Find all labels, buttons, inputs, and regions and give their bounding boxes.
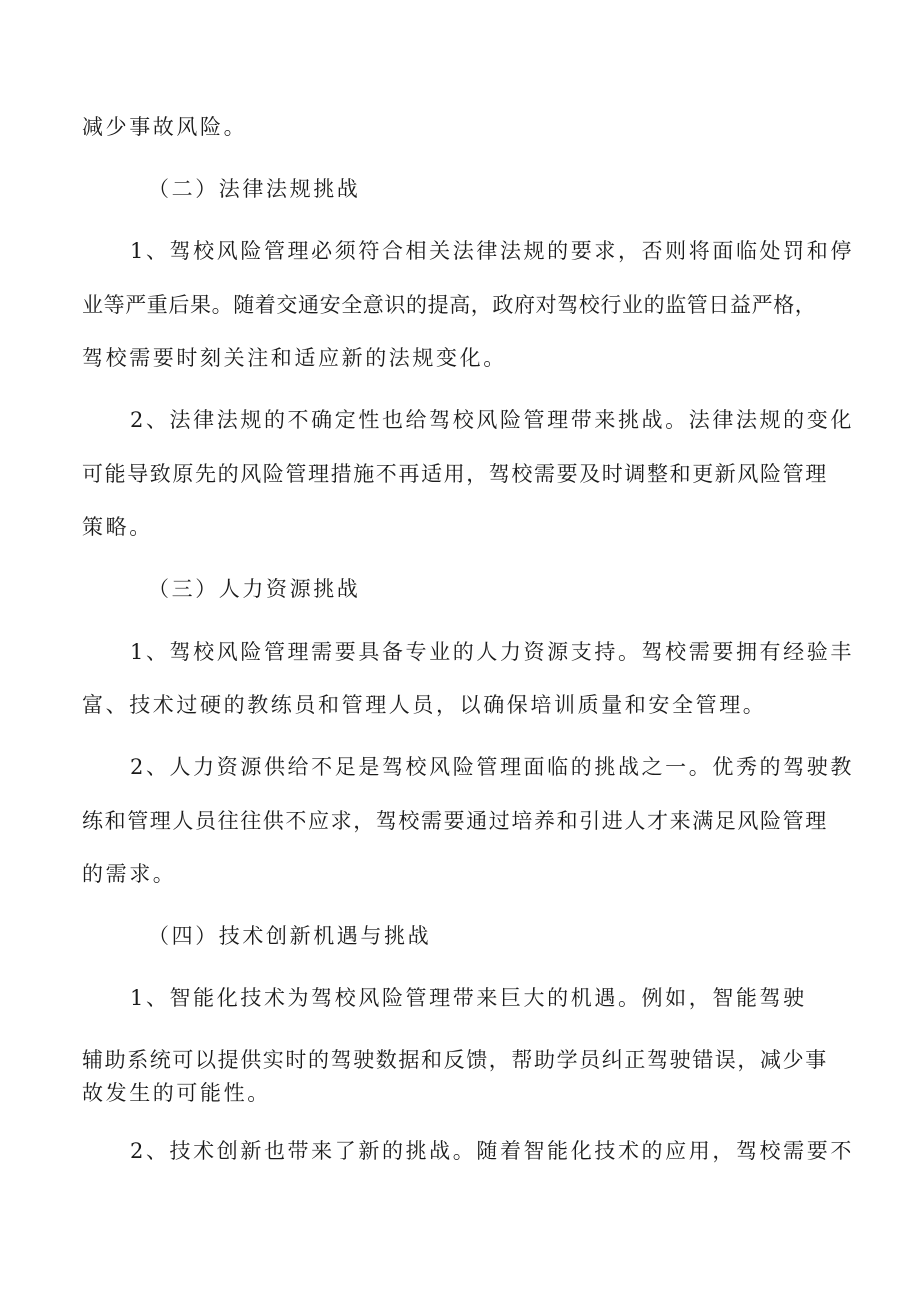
paragraph-line: 可能导致原先的风险管理措施不再适用，驾校需要及时调整和更新风险管理 bbox=[82, 462, 828, 486]
paragraph-line: 富、技术过硬的教练员和管理人员，以确保培训质量和安全管理。 bbox=[82, 693, 767, 717]
paragraph-line: 1、驾校风险管理需要具备专业的人力资源支持。驾校需要拥有经验丰 bbox=[130, 640, 854, 664]
paragraph-line: 业等严重后果。随着交通安全意识的提高，政府对驾校行业的监管日益严格， bbox=[82, 293, 817, 317]
paragraph-line: 减少事故风险。 bbox=[82, 115, 248, 139]
paragraph-line: 1、驾校风险管理必须符合相关法律法规的要求，否则将面临处罚和停 bbox=[130, 239, 854, 263]
paragraph-line: 辅助系统可以提供实时的驾驶数据和反馈，帮助学员纠正驾驶错误，减少事 bbox=[82, 1048, 828, 1072]
paragraph-line: 1、智能化技术为驾校风险管理带来巨大的机遇。例如，智能驾驶 bbox=[130, 986, 807, 1010]
section-heading: （三）人力资源挑战 bbox=[148, 577, 361, 601]
paragraph-line: 2、技术创新也带来了新的挑战。随着智能化技术的应用，驾校需要不 bbox=[130, 1139, 854, 1163]
paragraph-line: 故发生的可能性。 bbox=[82, 1081, 271, 1105]
paragraph-line: 2、人力资源供给不足是驾校风险管理面临的挑战之一。优秀的驾驶教 bbox=[130, 755, 854, 779]
section-heading: （二）法律法规挑战 bbox=[148, 177, 361, 201]
paragraph-line: 练和管理人员往往供不应求，驾校需要通过培养和引进人才来满足风险管理 bbox=[82, 809, 828, 833]
paragraph-line: 驾校需要时刻关注和适应新的法规变化。 bbox=[82, 346, 507, 370]
paragraph-line: 策略。 bbox=[82, 515, 153, 539]
paragraph-line: 2、法律法规的不确定性也给驾校风险管理带来挑战。法律法规的变化 bbox=[130, 408, 854, 432]
paragraph-line: 的需求。 bbox=[82, 862, 177, 886]
section-heading: （四）技术创新机遇与挑战 bbox=[148, 924, 432, 948]
